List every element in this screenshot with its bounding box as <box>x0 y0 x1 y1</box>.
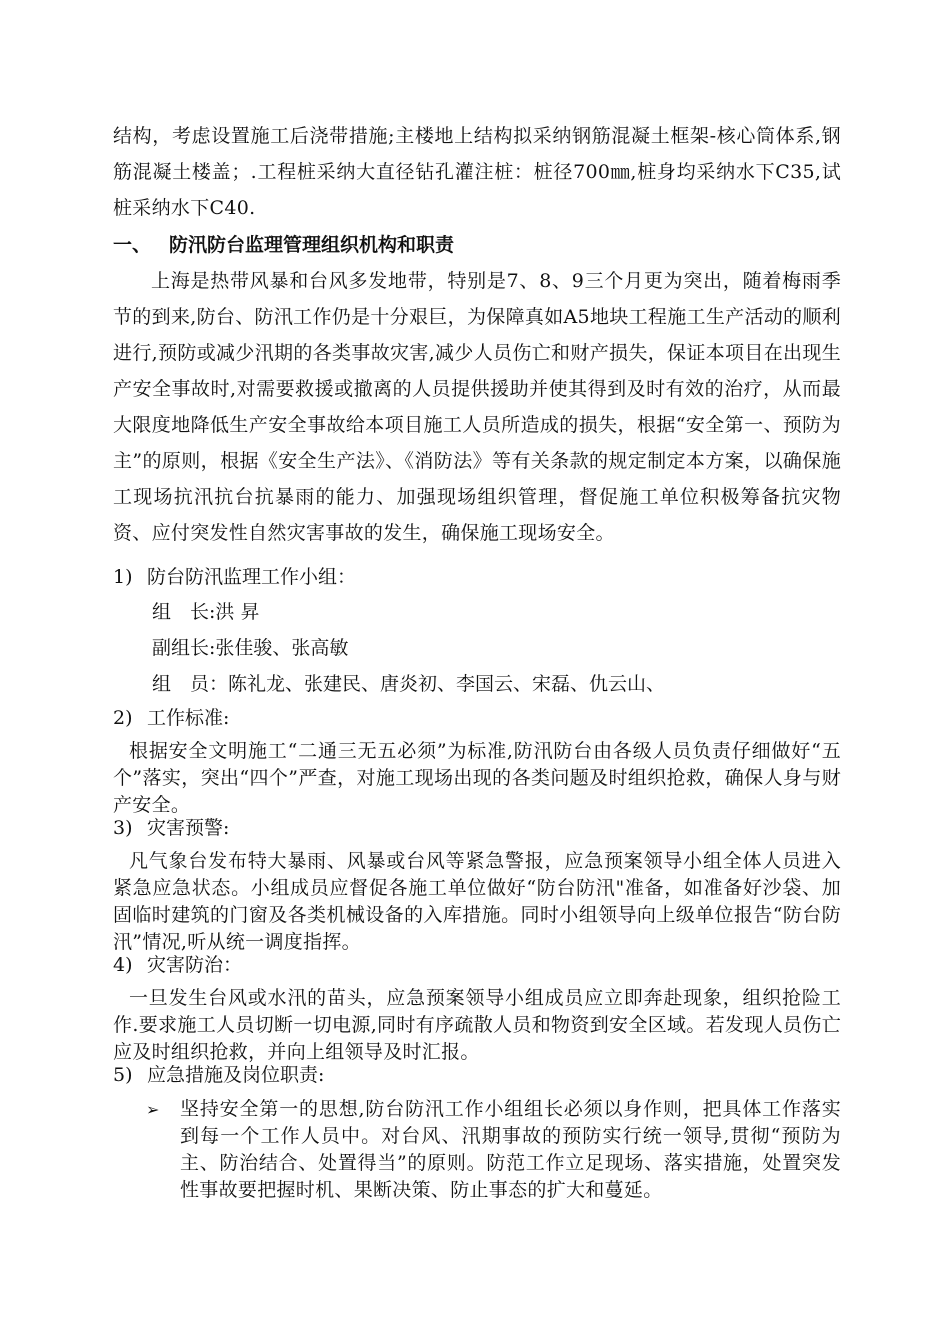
list-title: 防台防汛监理工作小组： <box>147 566 357 588</box>
bullet-text: 坚持安全第一的思想,防台防汛工作小组组长必须以身作则，把具体工作落实到每一个工作人员中。对台风、汛期事故的预防实行统一领导,贯彻“预防为主、防治结合、处置得当”的原则。防范工作立足现场、落实措施，处置突发性事故要把握时机、果断决策、防止事态的扩大和蔓延。 <box>180 1098 841 1201</box>
list-number: 3) <box>113 817 133 839</box>
list-item-4 <box>113 950 841 980</box>
warning-paragraph: 凡气象台发布特大暴雨、风暴或台风等紧急警报，应急预案领导小组全体人员进入紧急应急状态。小组成员应督促各施工单位做好“防台防汛"准备，如准备好沙袋、加固临时建筑的门窗及各类机械设备的入库措施。同时小组领导向上级单位报告“防台防汛”情况,听从统一调度指挥。 <box>113 850 841 953</box>
team-members: 组 员：陈礼龙、张建民、唐炎初、李国云、宋磊、仇云山、 <box>152 673 666 695</box>
list-title: 应急措施及岗位职责: <box>147 1064 325 1086</box>
intro-paragraph: 结构，考虑设置施工后浇带措施;主楼地上结构拟采纳钢筋混凝土框架-核心筒体系,钢筋混凝土楼盖；.工程桩采纳大直径钻孔灌注桩：桩径700㎜,桩身均采纳水下C35,试桩采纳水下C40. <box>113 125 841 219</box>
list-title: 工作标准: <box>147 707 230 729</box>
bullet-item <box>146 1096 841 1204</box>
arrow-bullet-icon: ➢ <box>146 1100 160 1119</box>
list-title: 灾害预警: <box>147 817 230 839</box>
team-leader: 组 长:洪 昇 <box>152 601 260 623</box>
list-item-3 <box>113 813 841 843</box>
list-number: 1) <box>113 566 133 588</box>
section-title: 防汛防台监理管理组织机构和职责 <box>169 234 455 256</box>
section-number: 一、 <box>113 234 152 256</box>
list-number: 2) <box>113 707 133 729</box>
list-number: 5) <box>113 1064 133 1086</box>
list-item-2 <box>113 703 841 733</box>
prevention-paragraph: 一旦发生台风或水汛的苗头，应急预案领导小组成员应立即奔赴现象，组织抢险工作.要求施工人员切断一切电源,同时有序疏散人员和物资到安全区域。若发现人员伤亡应及时组织抢救，并向上组领导及时汇报。 <box>113 987 841 1063</box>
section-heading <box>113 230 841 260</box>
list-item-1 <box>113 562 841 592</box>
section-paragraph: 上海是热带风暴和台风多发地带，特别是7、8、9三个月更为突出，随着梅雨季节的到来,防台、防汛工作仍是十分艰巨，为保障真如A5地块工程施工生产活动的顺利进行,预防或减少汛期的各类事故灾害,减少人员伤亡和财产损失，保证本项目在出现生产安全事故时,对需要救援或撤离的人员提供援助并使其得到及时有效的治疗，从而最大限度地降低生产安全事故给本项目施工人员所造成的损失，根据“安全第一、预防为主”的原则，根据《安全生产法》、《消防法》等有关条款的规定制定本方案，以确保施工现场抗汛抗台抗暴雨的能力、加强现场组织管理，督促施工单位积极筹备抗灾物资、应付突发性自然灾害事故的发生，确保施工现场安全。 <box>113 270 841 544</box>
standard-paragraph: 根据安全文明施工“二通三无五必须”为标准,防汛防台由各级人员负责仔细做好“五个”落实，突出“四个”严查，对施工现场出现的各类问题及时组织抢救，确保人身与财产安全。 <box>113 740 841 816</box>
team-deputy: 副组长:张佳骏、张高敏 <box>152 637 349 659</box>
list-title: 灾害防治： <box>147 954 243 976</box>
list-number: 4) <box>113 954 133 976</box>
list-item-5 <box>113 1060 841 1090</box>
